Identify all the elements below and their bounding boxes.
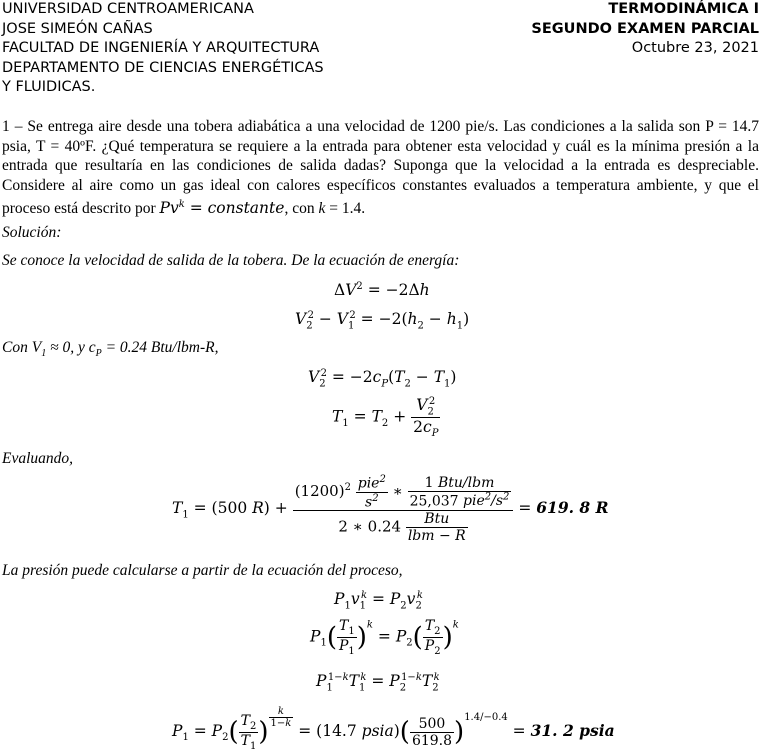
t1-formula: $T_1 = T_2$ + $\frac{V_2^2}{2c_P}$ — [332, 396, 439, 440]
ideal-gas-substitution: $P_1$( $\frac{T_1}{P_1}$ )$^k = P_2$( $\frac{T_2}{P_2}$ )$^k$ — [310, 618, 459, 657]
t1-evaluation: $T_1 = (500$ R) + $(1200)^2$ $\frac{pie^2}{s^2}$ ∗ $\frac{\text{1 Btu/lbm}}{25,037 pie^2/s^2}$ 2 ∗ 0.24 $\frac{\text{Btu}}{\text{lbm − R}}$ = 619. 8 R — [172, 474, 609, 545]
p1-result: 31. 2 psia — [530, 721, 615, 740]
k-symbol: k — [318, 200, 326, 218]
evaluating-label: Evaluando, — [2, 450, 74, 467]
solution-label: Solución: — [2, 224, 62, 241]
process-equation: $P_1v_1^k = P_2v_2^k$ — [334, 590, 423, 612]
solution-intro: Se conoce la velocidad de salida de la tobera. De la ecuación de energía: — [2, 252, 460, 269]
pressure-intro: La presión puede calcularse a partir de la ecuación del proceso, — [2, 562, 403, 579]
header-line: DEPARTAMENTO DE CIENCIAS ENERGÉTICAS — [2, 59, 324, 76]
university-header — [2, 0, 324, 98]
p1-evaluation: $P_1 = P_2$( $\frac{T_2}{T_1}$ ) $^{\frac{k}{1-k}}$ = (14.7 psia)( $\frac{500}{619.8}$ )$^{1.4/-0.4}$ = 31. 2 psia — [172, 706, 615, 752]
header-line: UNIVERSIDAD CENTROAMERICANA — [2, 1, 254, 17]
k-value: = 1.4. — [325, 200, 366, 218]
problem-after: , con — [284, 200, 319, 218]
exam-title: SEGUNDO EXAMEN PARCIAL — [531, 20, 759, 37]
energy-equation: $\Delta V^2 = -2\Delta h$ — [334, 281, 430, 300]
t1-result: 619. 8 R — [536, 498, 609, 518]
header-line: JOSE SIMEÓN CAÑAS — [2, 20, 153, 37]
exam-header — [531, 0, 759, 59]
exam-date: Octubre 23, 2021 — [631, 40, 759, 57]
header-line: Y FLUIDICAS. — [2, 79, 96, 96]
velocity-equation: $V_2^2 - V_1^2 = -2(h_2 - h_1)$ — [295, 310, 470, 332]
problem-text: 1 – Se entrega aire desde una tobera adiabática a una velocidad de 1200 pie/s. Las condiciones a la salida son P = 14.7 psia, T = 40ºF. ¿Qué temperatura se requiere a la entrada para obtener esta velocidad y cuál es la mínima presión a la entrada que resultaría en las condiciones de salida dadas? Suponga que la velocidad a la entrada es despreciable. Considere al aire como un gas ideal con calores específicos constantes evaluados a temperatura ambiente, y que el proceso está descrito por — [2, 118, 759, 218]
process-formula: $Pv^k$ = constante — [159, 199, 285, 218]
problem-statement — [2, 117, 759, 219]
course-title: TERMODINÁMICA I — [608, 1, 759, 17]
header-line: FACULTAD DE INGENIERÍA Y ARQUITECTURA — [2, 40, 320, 57]
assumption-text: Con $V_1 \approx 0$, y $c_P = 0.24$ Btu/lbm-R, — [2, 339, 219, 360]
pressure-temperature-relation: $P_1^{1-k}T_1^k = P_2^{1-k}T_2^k$ — [316, 672, 440, 694]
cp-equation: $V_2^2 = -2c_P(T_2 - T_1)$ — [308, 368, 457, 390]
